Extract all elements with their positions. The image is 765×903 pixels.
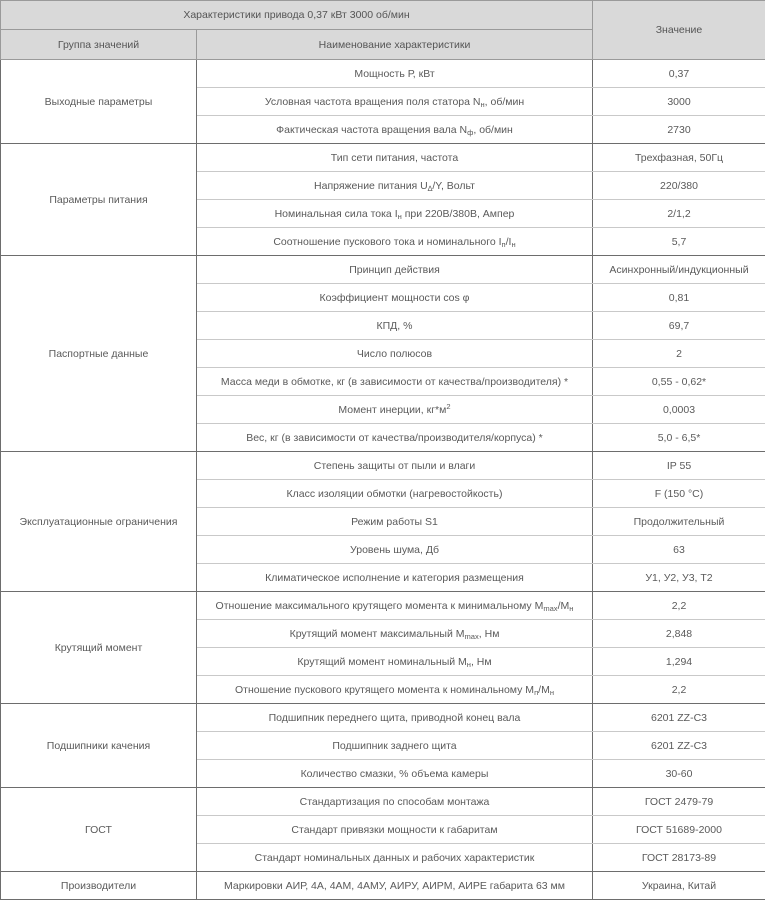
characteristic-value: F (150 °C) <box>593 480 765 508</box>
spec-group <box>1 452 765 592</box>
characteristic-value: 2 <box>593 340 765 368</box>
characteristic-name: Стандарт привязки мощности к габаритам <box>197 816 593 844</box>
characteristic-name: Момент инерции, $кг*м^2$ <box>197 396 593 424</box>
characteristic-value: 5,7 <box>593 228 765 256</box>
characteristic-name: Подшипник заднего щита <box>197 732 593 760</box>
table-row <box>1 452 765 480</box>
table-row <box>1 788 765 816</box>
table-row <box>1 872 765 900</box>
characteristic-value: 3000 <box>593 88 765 116</box>
group-label: Эксплуатационные ограничения <box>1 452 197 592</box>
characteristic-name: Стандарт номинальных данных и рабочих характеристик <box>197 844 593 872</box>
characteristic-name: Отношение максимального крутящего момента к минимальному $M_{max}/M_н$ <box>197 592 593 620</box>
group-label: Выходные параметры <box>1 60 197 144</box>
group-label: Крутящий момент <box>1 592 197 704</box>
characteristic-value: У1, У2, У3, Т2 <box>593 564 765 592</box>
group-label: Производители <box>1 872 197 900</box>
characteristic-name: Подшипник переднего щита, приводной конец вала <box>197 704 593 732</box>
table-row <box>1 144 765 172</box>
characteristic-name: Коэффициент мощности cos φ <box>197 284 593 312</box>
characteristic-value: 220/380 <box>593 172 765 200</box>
characteristic-value: 2/1,2 <box>593 200 765 228</box>
characteristic-value: 69,7 <box>593 312 765 340</box>
characteristic-name: Масса меди в обмотке, кг (в зависимости от качества/производителя) * <box>197 368 593 396</box>
table-header <box>1 1 765 60</box>
characteristic-value: Продолжительный <box>593 508 765 536</box>
characteristic-value: ГОСТ 28173-89 <box>593 844 765 872</box>
characteristic-name: Степень защиты от пыли и влаги <box>197 452 593 480</box>
characteristic-name: Крутящий момент максимальный $M_{max}$, Нм <box>197 620 593 648</box>
characteristic-name: Соотношение пускового тока и номинального $I_п/I_н$ <box>197 228 593 256</box>
table-row <box>1 592 765 620</box>
characteristic-name: Номинальная сила тока $I_н$ при 220В/380В, Ампер <box>197 200 593 228</box>
spec-group <box>1 872 765 900</box>
characteristic-name: Стандартизация по способам монтажа <box>197 788 593 816</box>
characteristic-name: Тип сети питания, частота <box>197 144 593 172</box>
characteristic-value: 6201 ZZ-C3 <box>593 704 765 732</box>
characteristic-value: 5,0 - 6,5* <box>593 424 765 452</box>
characteristic-name: Принцип действия <box>197 256 593 284</box>
characteristic-value: 0,81 <box>593 284 765 312</box>
characteristic-name: Фактическая частота вращения вала $N_ф$, об/мин <box>197 116 593 144</box>
spec-group <box>1 788 765 872</box>
characteristic-value: 2,848 <box>593 620 765 648</box>
spec-group <box>1 704 765 788</box>
characteristic-name: Режим работы S1 <box>197 508 593 536</box>
table-header-title-row <box>1 1 765 30</box>
characteristic-name: КПД, % <box>197 312 593 340</box>
column-header-group: Группа значений <box>1 30 197 60</box>
group-label: Паспортные данные <box>1 256 197 452</box>
characteristic-name: Отношение пускового крутящего момента к номинальному $M_п/M_н$ <box>197 676 593 704</box>
table-row <box>1 256 765 284</box>
spec-group <box>1 256 765 452</box>
characteristic-value: 1,294 <box>593 648 765 676</box>
characteristic-value: Украина, Китай <box>593 872 765 900</box>
column-header-name: Наименование характеристики <box>197 30 593 60</box>
characteristic-value: 0,55 - 0,62* <box>593 368 765 396</box>
characteristic-value: 2730 <box>593 116 765 144</box>
table-title: Характеристики привода 0,37 кВт 3000 об/мин <box>1 1 593 30</box>
characteristic-value: Асинхронный/индукционный <box>593 256 765 284</box>
group-label: Подшипники качения <box>1 704 197 788</box>
characteristic-name: Число полюсов <box>197 340 593 368</box>
table-row <box>1 60 765 88</box>
characteristic-value: 63 <box>593 536 765 564</box>
group-label: ГОСТ <box>1 788 197 872</box>
characteristic-name: Мощность Р, кВт <box>197 60 593 88</box>
characteristic-value: 30-60 <box>593 760 765 788</box>
spec-group <box>1 592 765 704</box>
characteristic-value: 0,37 <box>593 60 765 88</box>
characteristic-value: ГОСТ 51689-2000 <box>593 816 765 844</box>
table-row <box>1 704 765 732</box>
spec-group <box>1 60 765 144</box>
characteristic-name: Количество смазки, % объема камеры <box>197 760 593 788</box>
group-label: Параметры питания <box>1 144 197 256</box>
characteristic-name: Напряжение питания $U_\Delta/Y$, Вольт <box>197 172 593 200</box>
characteristic-name: Уровень шума, Дб <box>197 536 593 564</box>
characteristic-name: Крутящий момент номинальный $M_н$, Нм <box>197 648 593 676</box>
characteristic-name: Вес, кг (в зависимости от качества/производителя/корпуса) * <box>197 424 593 452</box>
characteristic-value: Трехфазная, 50Гц <box>593 144 765 172</box>
spec-group <box>1 144 765 256</box>
column-header-value: Значение <box>593 1 765 60</box>
characteristic-value: 0,0003 <box>593 396 765 424</box>
characteristic-value: ГОСТ 2479-79 <box>593 788 765 816</box>
characteristic-name: Класс изоляции обмотки (нагревостойкость) <box>197 480 593 508</box>
characteristic-name: Условная частота вращения поля статора $N_н$, об/мин <box>197 88 593 116</box>
characteristic-value: IP 55 <box>593 452 765 480</box>
characteristic-name: Климатическое исполнение и категория размещения <box>197 564 593 592</box>
characteristic-value: 2,2 <box>593 592 765 620</box>
characteristic-value: 6201 ZZ-C3 <box>593 732 765 760</box>
characteristic-value: 2,2 <box>593 676 765 704</box>
characteristic-name: Маркировки АИР, 4А, 4АМ, 4АМУ, АИРУ, АИРМ, АИРЕ габарита 63 мм <box>197 872 593 900</box>
